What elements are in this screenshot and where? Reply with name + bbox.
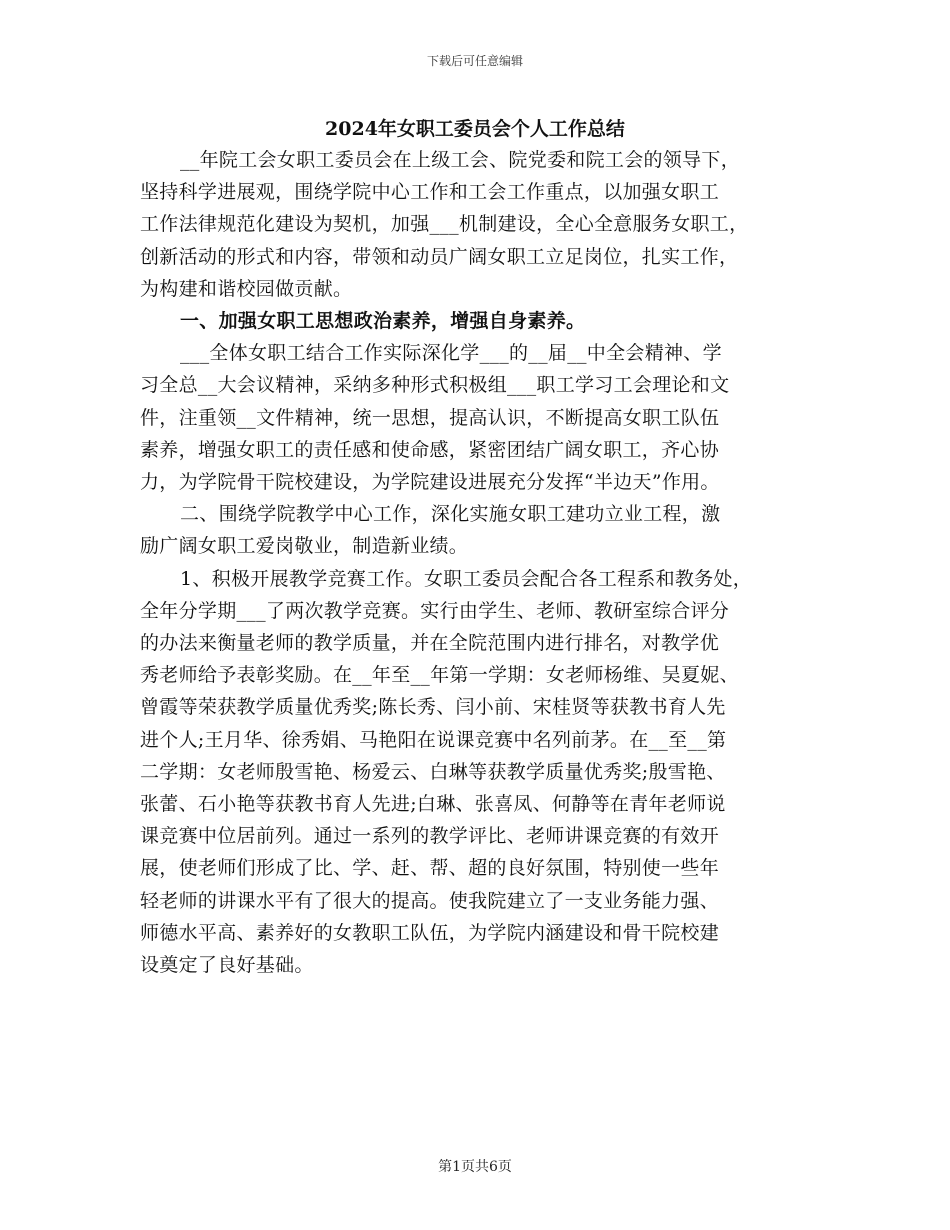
text-line: 张蕾、石小艳等获教书育人先进;白琳、张喜凤、何静等在青年老师说 xyxy=(140,793,726,816)
section-heading-2 xyxy=(140,498,820,562)
paragraph-section-1 xyxy=(140,337,820,498)
text-line: 1、积极开展教学竞赛工作。女职工委员会配合各工程系和教务处， xyxy=(180,567,753,590)
text-line: 秀老师给予表彰奖励。在__年至__年第一学期：女老师杨维、吴夏妮、 xyxy=(140,664,739,687)
page-number-footer: 第1页共6页 xyxy=(438,1159,512,1175)
text-line: 为构建和谐校园做贡献。 xyxy=(140,277,353,300)
text-line: 课竞赛中位居前列。通过一系列的教学评比、老师讲课竞赛的有效开 xyxy=(140,825,720,848)
paragraph-teaching-competition xyxy=(140,563,820,982)
page-header: 下载后可任意编辑 xyxy=(426,54,523,68)
text-line: 二、围绕学院教学中心工作，深化实施女职工建功立业工程，激 xyxy=(180,503,721,526)
paragraph-intro xyxy=(140,144,820,305)
section-heading-1 xyxy=(140,305,820,337)
text-line: __年院工会女职工委员会在上级工会、院党委和院工会的领导下， xyxy=(180,149,741,171)
document-body xyxy=(140,144,820,981)
text-line: 曾霞等荣获教学质量优秀奖;陈长秀、闫小前、宋桂贤等获教书育人先 xyxy=(140,696,726,719)
text-line: 全年分学期___了两次教学竞赛。实行由学生、老师、教研室综合评分 xyxy=(140,599,730,622)
text-line: 工作法律规范化建设为契机，加强___机制建设，全心全意服务女职工， xyxy=(140,213,749,236)
document-title: 2024年女职工委员会个人工作总结 xyxy=(325,118,625,140)
text-line: 力，为学院骨干院校建设，为学院建设进展充分发挥“半边天”作用。 xyxy=(140,471,720,494)
text-line: 坚持科学进展观，围绕学院中心工作和工会工作重点，以加强女职工 xyxy=(140,181,720,204)
text-line: 素养，增强女职工的责任感和使命感，紧密团结广阔女职工，齐心协 xyxy=(140,438,720,461)
text-line: 进个人;王月华、徐秀娟、马艳阳在说课竞赛中名列前茅。在__至__第 xyxy=(140,728,727,751)
text-line: 二学期：女老师殷雪艳、杨爱云、白琳等获教学质量优秀奖;殷雪艳、 xyxy=(140,760,726,783)
text-line: 创新活动的形式和内容，带领和动员广阔女职工立足岗位，扎实工作， xyxy=(140,245,739,268)
text-line: 轻老师的讲课水平有了很大的提高。使我院建立了一支业务能力强、 xyxy=(140,889,720,912)
text-line: 师德水平高、素养好的女教职工队伍，为学院内涵建设和骨干院校建 xyxy=(140,921,720,944)
text-line: 习全总__大会议精神，采纳多种形式积极组___职工学习工会理论和文 xyxy=(140,374,730,397)
text-line: 励广阔女职工爱岗敬业，制造新业绩。 xyxy=(140,535,469,558)
text-line: 展，使老师们形成了比、学、赶、帮、超的良好氛围，特别使一些年 xyxy=(140,857,720,880)
text-line: 设奠定了良好基础。 xyxy=(140,954,314,977)
text-line: 件，注重领__文件精神，统一思想，提高认识，不断提高女职工队伍 xyxy=(140,406,720,429)
text-line: ___全体女职工结合工作实际深化学___的__届__中全会精神、学 xyxy=(180,342,722,365)
text-line: 的办法来衡量老师的教学质量，并在全院范围内进行排名，对教学优 xyxy=(140,632,720,655)
text-line: 一、加强女职工思想政治素养，增强自身素养。 xyxy=(180,310,586,333)
